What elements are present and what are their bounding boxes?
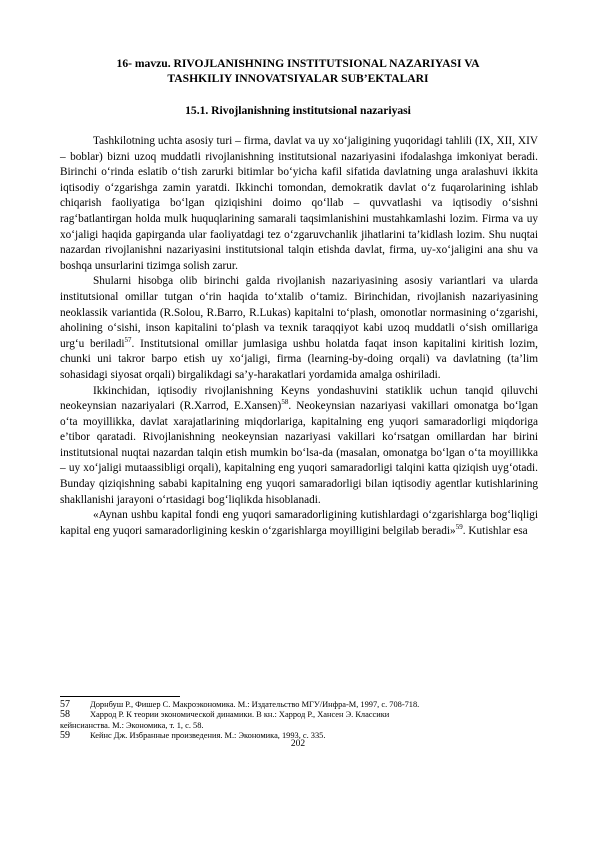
footnote-57: [60, 700, 538, 710]
paragraph-4-text: «Aynan ushbu kapital fondi eng yuqori samaradorligining kutishlardagi o‘zgarishlarga bog‘liqligi kapital eng yuqori samaradorligining keskin o‘zgarishlarga moyilligini belgilab beradi»: [60, 509, 538, 537]
footnote-text-continued: кейнсианства. М.: Экономика, т. 1, с. 58.: [60, 720, 204, 730]
paragraph-3-tail: . Neokeynsian nazariyasi vakillari omonatga bo‘lgan o‘ta moyillikka, davlat xarajatlarining miqdorlariga, kapitalning eng yuqori samaradorligi miqdoriga e’tibor qaratadi. Rivojlanishning neokeynsian nazariyasi vakillari ko‘rsatgan omillardan har birini institutsional nuqtai nazardan talqin etish mumkin bo‘lsa-da (masalan, omonatga bo‘lgan o‘ta moyillikka – uy xo‘jaligi mutaassibligi orqali), kapitalning eng yuqori samaradorligi talqini katta qiziqish uyg‘otadi. Bunday qiziqishning sababi kapitalning eng yuqori samaradorligi bilan iqtisodiy agentlar kutishlarining shakllanishi jarayoni o‘rtasidagi bog‘liqlikda hisoblanadi.: [60, 400, 538, 506]
paragraph-4-tail: . Kutishlar esa: [462, 524, 528, 537]
footnote-number: 58: [60, 709, 70, 721]
footnote-divider: [60, 696, 180, 697]
footnote-text: Дорнбуш Р., Фишер С. Макроэкономика. М.: Издательство МГУ/Инфра-М, 1997, с. 708-718.: [90, 700, 420, 709]
chapter-title-line-1: 16- mavzu. RIVOJLANISHNING INSTITUTSIONAL NAZARIYASI VA: [116, 57, 480, 70]
paragraph-1: Tashkilotning uchta asosiy turi – firma, davlat va uy xo‘jaligining yuqoridagi tahlili (IX, XII, XIV – boblar) bizni uzoq muddatli rivojlanishning institutsional nazariyasini ifodalashga imkoniyat beradi. Birinchi o‘rinda eslatib o‘tish zarurki bitimlar bo‘yicha kafil sifatida davlatning unga aralashuvi ikkita iqtisodiy o‘zgarishga zamin yaratdi. Ikkinchi tomondan, demokratik davlat o‘z fuqarolarining ishlab chiqarish faoliyatiga bo‘lgan qiziqishini doimo qo‘llab – quvvatlashi va iqtisodiy o‘sishni rag‘batlantirgan holda mulk huquqlarining samarali taqsimlanishini mustahkamlashi lozim. Firma va uy xo‘jaligi haqida gapirganda ular faoliyatdagi tez o‘zgaruvchanlik jihatlarini ta’kidlash lozim. Shu nuqtai nazardan rivojlanishni nazariyasini institutsional talqin etishda davlat, firma, uy-xo‘jaligini ana shu va boshqa unsurlarini tizimga solish zarur.: [60, 135, 538, 272]
chapter-title: [60, 56, 536, 86]
paragraph-2-tail: . Institutsional omillar jumlasiga ushbu holatda faqat inson kapitalini kiritish lozim, chunki uni takror barpo etish uy xo‘jaligi, firma (learning-by-doing orqali) va davlatning (ta’lim sohasidagi siyosat orqali) birgalikdagi sa’y-harakatlari yordamida amalga oshiriladi.: [60, 337, 539, 381]
footnote-text: Кейнс Дж. Избранные произведения. М.: Экономика, 1993, с. 335.: [90, 731, 326, 741]
footnote-ref-59[interactable]: 59: [455, 523, 463, 532]
paragraph-3: [60, 384, 538, 509]
paragraph-2: [60, 274, 538, 383]
paragraph-4: [60, 508, 538, 539]
footnote-number: 57: [60, 699, 70, 710]
footnote-58: [60, 710, 538, 731]
footnotes: [60, 700, 538, 742]
paragraph-2-text: Shularni hisobga olib birinchi galda rivojlanish nazariyasining asosiy variantlari va ularda institutsional omillar tutgan o‘rin haqida to‘xtalib o‘tamiz. Birinchidan, rivojlanish nazariyasining neoklassik variantida (R.Solou, R.Barro, R.Lukas) kapitalni to‘plash, omonotlar normasining o‘zgarishi, aholining o‘sishi, inson kapitalini to‘plash va texnik taraqqiyot kabi uzoq muddatli o‘sish omillariga urg‘u beriladi: [60, 275, 538, 350]
footnote-number: 59: [60, 730, 70, 742]
paragraph-3-text: Ikkinchidan, iqtisodiy rivojlanishning Keyns yondashuvini statiklik uchun tanqid qiluvchi neokeynsian nazariyalari (R.Xarrod, E.Xansen): [60, 384, 538, 413]
footnote-text: Харрод Р. К теории экономической динамики. В кн.: Харрод Р., Хансен Э. Классики: [90, 710, 390, 720]
page-number: 202: [290, 739, 306, 749]
footnote-ref-58[interactable]: 58: [281, 398, 289, 407]
section-title: 15.1. Rivojlanishning institutsional nazariyasi: [185, 104, 411, 117]
body-text: [60, 134, 538, 539]
chapter-title-line-2: TASHKILIY INNOVATSIYALAR SUB’EKTALARI: [167, 72, 429, 85]
footnote-ref-57[interactable]: 57: [124, 335, 132, 344]
